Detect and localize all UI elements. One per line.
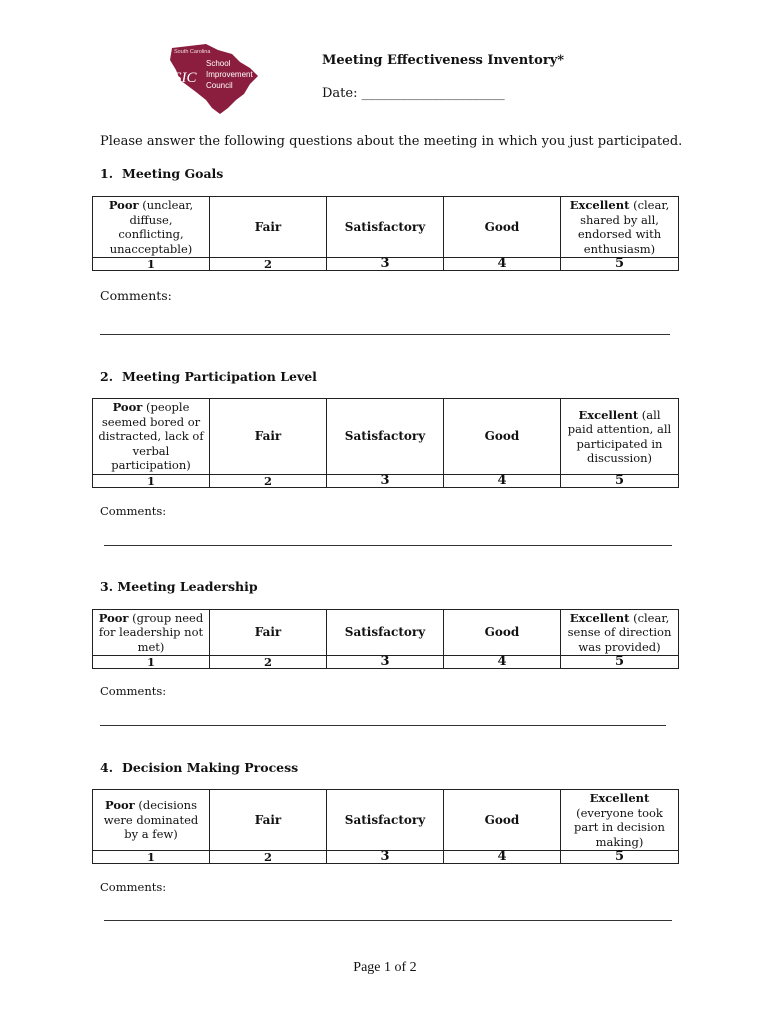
logo-letters: SIC — [174, 70, 197, 86]
section-3-title: 3. Meeting Leadership — [100, 579, 258, 594]
rating-num-1[interactable]: 1 — [93, 258, 210, 271]
comments-label-3: Comments: — [100, 684, 167, 698]
rating-num-3[interactable]: 3 — [327, 851, 444, 864]
comments-line-1[interactable] — [100, 334, 670, 335]
date-field[interactable]: Date: ______________________ — [322, 86, 505, 101]
rating-satisfactory[interactable]: Satisfactory — [327, 399, 444, 475]
logo-line-1: School — [206, 59, 231, 68]
rating-good[interactable]: Good — [444, 197, 561, 258]
logo-line-2: Improvement — [206, 70, 253, 79]
rating-good[interactable]: Good — [444, 790, 561, 851]
rating-fair[interactable]: Fair — [210, 610, 327, 656]
rating-num-1[interactable]: 1 — [93, 851, 210, 864]
intro-text: Please answer the following questions about the meeting in which you just participated. — [100, 134, 683, 149]
section-number: 1. — [100, 166, 114, 181]
rating-poor[interactable]: Poor (decisions were dominated by a few) — [93, 790, 210, 851]
comments-line-2[interactable] — [104, 545, 672, 546]
rating-table-3 — [92, 609, 679, 669]
rating-num-5[interactable]: 5 — [561, 475, 679, 488]
rating-num-1[interactable]: 1 — [93, 656, 210, 669]
rating-num-2[interactable]: 2 — [210, 851, 327, 864]
sic-logo — [166, 42, 262, 116]
comments-label-2: Comments: — [100, 504, 167, 518]
rating-table-1 — [92, 196, 679, 271]
section-1-title — [100, 166, 223, 181]
rating-table-4 — [92, 789, 679, 864]
rating-good[interactable]: Good — [444, 399, 561, 475]
page-number: Page 1 of 2 — [353, 960, 417, 975]
logo-line-3: Council — [206, 81, 233, 90]
rating-poor[interactable]: Poor (people seemed bored or distracted, lack of verbal participation) — [93, 399, 210, 475]
rating-num-1[interactable]: 1 — [93, 475, 210, 488]
rating-num-4[interactable]: 4 — [444, 258, 561, 271]
rating-fair[interactable]: Fair — [210, 790, 327, 851]
rating-excellent[interactable]: Excellent (all paid attention, all participated in discussion) — [561, 399, 679, 475]
comments-label-1: Comments: — [100, 288, 172, 303]
rating-fair[interactable]: Fair — [210, 197, 327, 258]
rating-poor[interactable]: Poor (unclear, diffuse, conflicting, unacceptable) — [93, 197, 210, 258]
rating-num-4[interactable]: 4 — [444, 475, 561, 488]
rating-num-4[interactable]: 4 — [444, 851, 561, 864]
comments-line-3[interactable] — [100, 725, 666, 726]
rating-num-5[interactable]: 5 — [561, 851, 679, 864]
rating-excellent[interactable]: Excellent (clear, sense of direction was provided) — [561, 610, 679, 656]
rating-num-3[interactable]: 3 — [327, 656, 444, 669]
rating-num-5[interactable]: 5 — [561, 258, 679, 271]
rating-poor[interactable]: Poor (group need for leadership not met) — [93, 610, 210, 656]
rating-good[interactable]: Good — [444, 610, 561, 656]
rating-num-4[interactable]: 4 — [444, 656, 561, 669]
rating-satisfactory[interactable]: Satisfactory — [327, 197, 444, 258]
rating-satisfactory[interactable]: Satisfactory — [327, 610, 444, 656]
rating-fair[interactable]: Fair — [210, 399, 327, 475]
comments-label-4: Comments: — [100, 880, 167, 894]
document-title: Meeting Effectiveness Inventory* — [322, 53, 565, 68]
rating-excellent[interactable]: Excellent (clear, shared by all, endorsed with enthusiasm) — [561, 197, 679, 258]
rating-num-2[interactable]: 2 — [210, 475, 327, 488]
section-title-text: Meeting Goals — [122, 166, 224, 181]
rating-excellent[interactable]: Excellent (everyone took part in decision making) — [561, 790, 679, 851]
rating-num-3[interactable]: 3 — [327, 475, 444, 488]
rating-num-2[interactable]: 2 — [210, 656, 327, 669]
rating-num-5[interactable]: 5 — [561, 656, 679, 669]
rating-table-2 — [92, 398, 679, 488]
logo-top-text: South Carolina — [174, 49, 211, 55]
comments-line-4[interactable] — [104, 920, 672, 921]
section-2-title: 2. Meeting Participation Level — [100, 369, 317, 384]
section-4-title: 4. Decision Making Process — [100, 760, 299, 775]
rating-satisfactory[interactable]: Satisfactory — [327, 790, 444, 851]
rating-num-3[interactable]: 3 — [327, 258, 444, 271]
rating-num-2[interactable]: 2 — [210, 258, 327, 271]
